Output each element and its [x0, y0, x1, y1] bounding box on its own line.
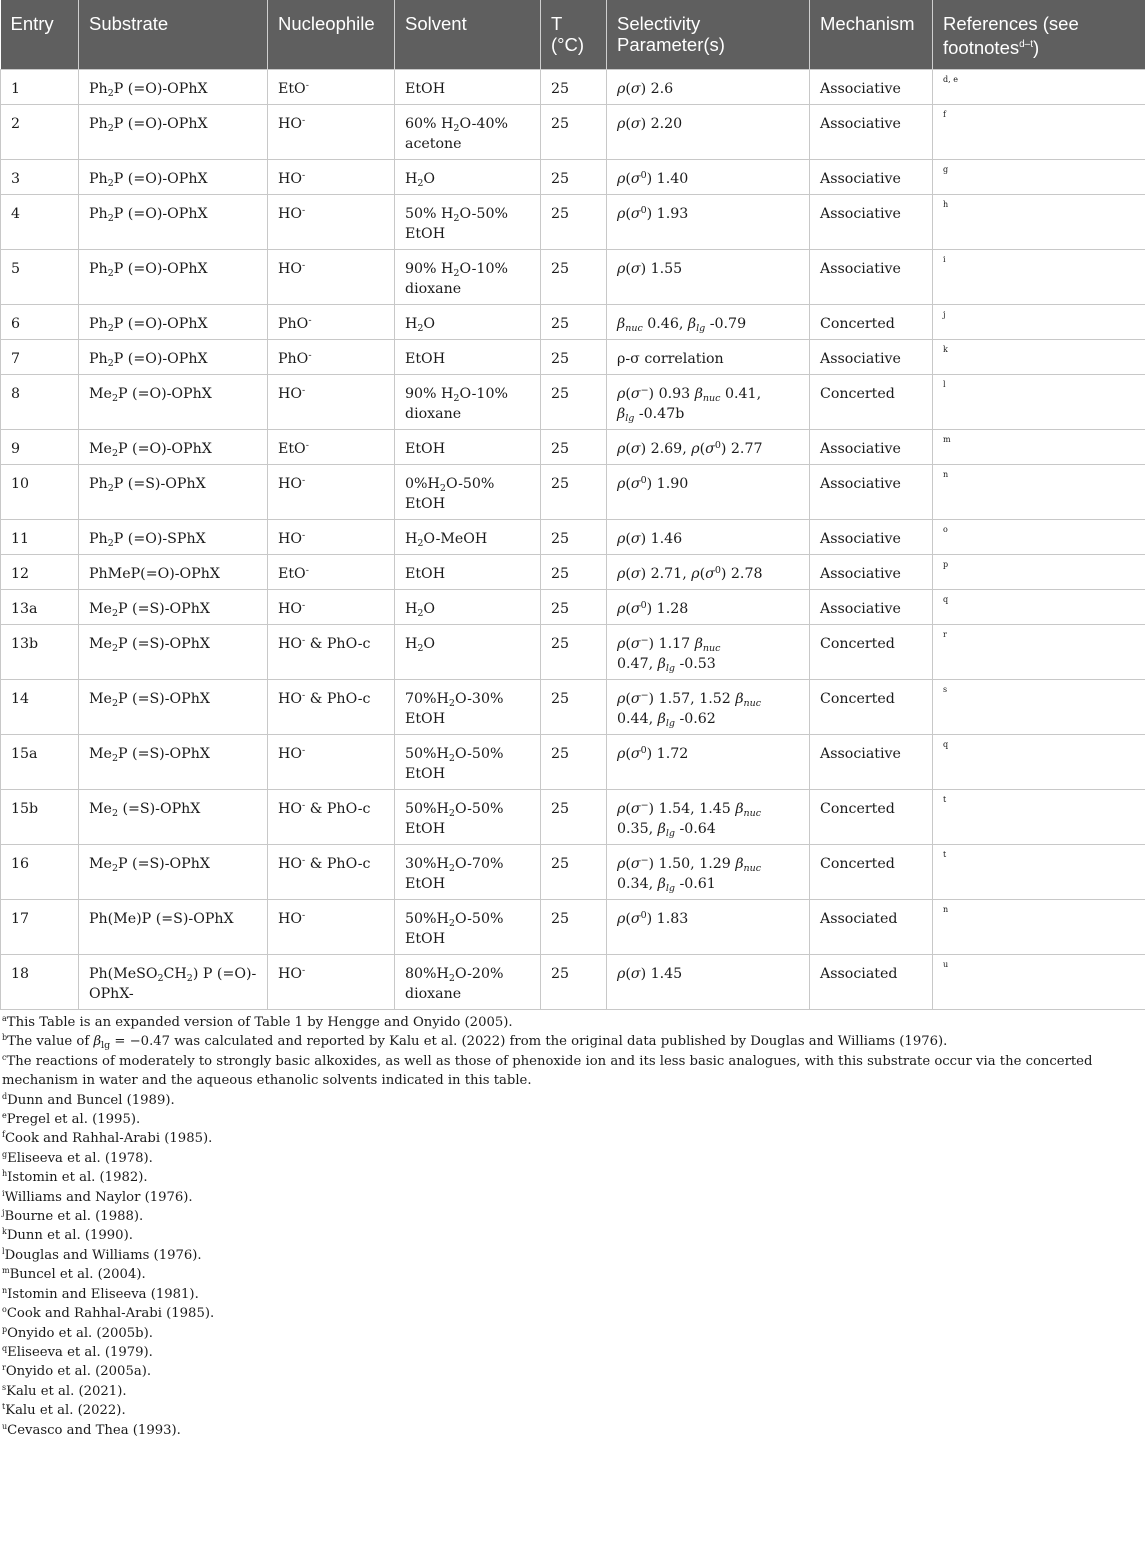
cell-selectivity: ρ(σ−) 1.50, 1.29 $\beta_{nuc}$ 0.34, $\beta_{lg}$ -0.61 [607, 845, 810, 900]
cell-nucleophile: HO- [268, 520, 395, 555]
footnote [2, 1052, 1143, 1091]
cell-selectivity: ρ(σ−) 1.17 $\beta_{nuc}$ 0.47, $\beta_{lg}$ -0.53 [607, 625, 810, 680]
footnote-mark: p [2, 1324, 8, 1334]
table-row [1, 340, 1145, 375]
table-row [1, 375, 1145, 430]
footnote [2, 1091, 1143, 1110]
table-footnotes [0, 1010, 1145, 1440]
cell-solvent: 90% $H_2O-10\%$ dioxane [395, 250, 541, 305]
footnote-mark: j [2, 1208, 5, 1218]
cell-mechanism: Associative [810, 590, 933, 625]
footnote [2, 1149, 1143, 1168]
cell-substrate: $Me_2P$ (=S)-OPhX [79, 845, 268, 900]
cell-temperature: 25 [541, 790, 607, 845]
cell-solvent: $H_2O$ [395, 625, 541, 680]
cell-nucleophile: HO- & PhO-c [268, 790, 395, 845]
cell-references: q [933, 590, 1145, 625]
cell-solvent: EtOH [395, 555, 541, 590]
cell-mechanism: Associative [810, 735, 933, 790]
cell-temperature: 25 [541, 520, 607, 555]
cell-nucleophile: HO- & PhO-c [268, 625, 395, 680]
cell-entry: 13b [1, 625, 79, 680]
cell-solvent: $0\%H_2O-50\%$ EtOH [395, 465, 541, 520]
cell-temperature: 25 [541, 340, 607, 375]
footnote-text: Onyido et al. (2005a). [5, 1364, 152, 1380]
cell-references: j [933, 305, 1145, 340]
cell-substrate: $Me_2P$ (=O)-OPhX [79, 375, 268, 430]
cell-solvent: EtOH [395, 340, 541, 375]
cell-temperature: 25 [541, 160, 607, 195]
cell-substrate: $Ph_2P$ (=O)-OPhX [79, 105, 268, 160]
cell-mechanism: Associative [810, 520, 933, 555]
cell-references: f [933, 105, 1145, 160]
cell-mechanism: Associative [810, 555, 933, 590]
cell-mechanism: Concerted [810, 625, 933, 680]
cell-substrate: PhMeP(=O)-OPhX [79, 555, 268, 590]
cell-references: o [933, 520, 1145, 555]
cell-temperature: 25 [541, 955, 607, 1010]
cell-solvent: EtOH [395, 430, 541, 465]
footnote-mark: t [2, 1402, 6, 1412]
cell-nucleophile: HO- [268, 590, 395, 625]
cell-references: n [933, 900, 1145, 955]
cell-selectivity: $\rho(\sigma^0)$ 1.83 [607, 900, 810, 955]
table-row [1, 555, 1145, 590]
cell-entry: 4 [1, 195, 79, 250]
cell-entry: 17 [1, 900, 79, 955]
cell-selectivity: $\rho(\sigma^0)$ 1.28 [607, 590, 810, 625]
cell-solvent: 90% $H_2O-10\%$ dioxane [395, 375, 541, 430]
cell-solvent: $50\%H_2O-50\%$ EtOH [395, 735, 541, 790]
table-row [1, 195, 1145, 250]
footnote [2, 1168, 1143, 1187]
cell-substrate: $Ph_2P$ (=O)-SPhX [79, 520, 268, 555]
footnote [2, 1362, 1143, 1381]
cell-temperature: 25 [541, 430, 607, 465]
table-row [1, 900, 1145, 955]
footnote-text: This Table is an expanded version of Table 1 by Hengge and Onyido (2005). [6, 1015, 513, 1030]
cell-mechanism: Associative [810, 195, 933, 250]
col-header-selectivity: Selectivity Parameter(s) [607, 0, 810, 70]
table-body [1, 70, 1145, 1010]
footnote-text: Dunn et al. (1990). [6, 1228, 133, 1244]
col-header-mechanism: Mechanism [810, 0, 933, 70]
cell-mechanism: Associative [810, 250, 933, 305]
table-row [1, 70, 1145, 105]
cell-substrate: $Ph_2P$ (=S)-OPhX [79, 465, 268, 520]
cell-substrate: $Ph_2P$ (=O)-OPhX [79, 70, 268, 105]
cell-solvent: $70\%H_2O-30\%$ EtOH [395, 680, 541, 735]
cell-selectivity: $\rho(\sigma^0)$ 1.93 [607, 195, 810, 250]
table-row [1, 430, 1145, 465]
cell-references: t [933, 845, 1145, 900]
footnote-text: Eliseeva et al. (1978). [7, 1150, 153, 1166]
footnote-mark: m [2, 1266, 10, 1276]
cell-entry: 16 [1, 845, 79, 900]
header-row [1, 0, 1145, 70]
cell-mechanism: Associative [810, 105, 933, 160]
cell-entry: 9 [1, 430, 79, 465]
cell-mechanism: Associative [810, 70, 933, 105]
table-row [1, 160, 1145, 195]
footnote-text: Istomin et al. (1982). [7, 1170, 148, 1186]
cell-mechanism: Concerted [810, 680, 933, 735]
cell-solvent: $H_2O$ [395, 160, 541, 195]
table-row [1, 625, 1145, 680]
cell-substrate: $Ph_2P$ (=O)-OPhX [79, 250, 268, 305]
cell-temperature: 25 [541, 465, 607, 520]
cell-selectivity: ρ(σ) 1.55 [607, 250, 810, 305]
table-row [1, 845, 1145, 900]
cell-nucleophile: EtO- [268, 555, 395, 590]
footnote-mark: n [2, 1285, 8, 1295]
footnote [2, 1324, 1143, 1343]
cell-entry: 10 [1, 465, 79, 520]
cell-mechanism: Concerted [810, 375, 933, 430]
footnote-text: Onyido et al. (2005b). [7, 1325, 153, 1341]
cell-temperature: 25 [541, 735, 607, 790]
cell-mechanism: Associative [810, 430, 933, 465]
cell-nucleophile: HO- [268, 465, 395, 520]
footnote-text: Dunn and Buncel (1989). [7, 1092, 175, 1108]
cell-nucleophile: HO- & PhO-c [268, 680, 395, 735]
cell-entry: 15b [1, 790, 79, 845]
cell-entry: 5 [1, 250, 79, 305]
cell-substrate: $Me_2P$ (=S)-OPhX [79, 625, 268, 680]
cell-temperature: 25 [541, 900, 607, 955]
footnote [2, 1285, 1143, 1304]
cell-references: q [933, 735, 1145, 790]
footnote-text: Istomin and Eliseeva (1981). [7, 1286, 199, 1302]
footnote [2, 1129, 1143, 1148]
cell-entry: 15a [1, 735, 79, 790]
cell-references: u [933, 955, 1145, 1010]
table-row [1, 520, 1145, 555]
cell-nucleophile: HO- [268, 375, 395, 430]
footnote [2, 1401, 1143, 1420]
cell-references: g [933, 160, 1145, 195]
cell-substrate: Ph(Me)P (=S)-OPhX [79, 900, 268, 955]
footnote-mark: g [2, 1149, 8, 1159]
footnote-mark: q [2, 1343, 8, 1353]
cell-entry: 18 [1, 955, 79, 1010]
cell-entry: 1 [1, 70, 79, 105]
cell-nucleophile: PhO- [268, 340, 395, 375]
cell-selectivity: ρ-σ correlation [607, 340, 810, 375]
cell-nucleophile: HO- & PhO-c [268, 845, 395, 900]
footnote-mark: i [2, 1188, 5, 1198]
cell-selectivity: ρ(σ−) 1.54, 1.45 $\beta_{nuc}$ 0.35, $\beta_{lg}$ -0.64 [607, 790, 810, 845]
footnote [2, 1265, 1143, 1284]
cell-mechanism: Associative [810, 465, 933, 520]
col-header-references: References (see footnotes$^{d-t}$) [933, 0, 1145, 70]
footnote-mark: h [2, 1169, 8, 1179]
cell-solvent: 60% $H_2O-40\%$ acetone [395, 105, 541, 160]
cell-selectivity: ρ(σ) 2.69, $\rho(\sigma^0)$ 2.77 [607, 430, 810, 465]
col-header-temperature: T (°C) [541, 0, 607, 70]
cell-entry: 3 [1, 160, 79, 195]
cell-nucleophile: PhO- [268, 305, 395, 340]
footnote-mark: b [2, 1033, 8, 1043]
cell-selectivity: ρ(σ−) 1.57, 1.52 $\beta_{nuc}$ 0.44, $\beta_{lg}$ -0.62 [607, 680, 810, 735]
cell-temperature: 25 [541, 680, 607, 735]
cell-temperature: 25 [541, 625, 607, 680]
footnote [2, 1343, 1143, 1362]
footnote-mark: e [2, 1111, 7, 1121]
footnote-text: The value of $\beta_{lg} = -0.47$ was calculated and reported by Kalu et al. (2022) from the original data published by Douglas and Williams (1976). [7, 1034, 948, 1052]
cell-references: s [933, 680, 1145, 735]
cell-substrate: $Me_2P$ (=S)-OPhX [79, 590, 268, 625]
cell-temperature: 25 [541, 105, 607, 160]
cell-substrate: $Ph(MeSO_2CH_2)$ P (=O)- OPhX- [79, 955, 268, 1010]
cell-entry: 14 [1, 680, 79, 735]
footnote-mark: l [2, 1246, 5, 1256]
cell-nucleophile: HO- [268, 160, 395, 195]
cell-nucleophile: HO- [268, 735, 395, 790]
footnote-text: Pregel et al. (1995). [6, 1112, 141, 1128]
cell-selectivity: ρ(σ) 2.6 [607, 70, 810, 105]
cell-temperature: 25 [541, 70, 607, 105]
footnote-mark: r [2, 1363, 6, 1373]
col-header-nucleophile: Nucleophile [268, 0, 395, 70]
cell-entry: 8 [1, 375, 79, 430]
cell-temperature: 25 [541, 250, 607, 305]
cell-selectivity: $\rho(\sigma^0)$ 1.90 [607, 465, 810, 520]
cell-nucleophile: EtO- [268, 430, 395, 465]
footnote-mark: f [2, 1130, 5, 1140]
cell-references: r [933, 625, 1145, 680]
cell-selectivity: ρ(σ) 2.71, $\rho(\sigma^0)$ 2.78 [607, 555, 810, 590]
cell-temperature: 25 [541, 195, 607, 250]
cell-substrate: $Me_2P$ (=S)-OPhX [79, 735, 268, 790]
footnote [2, 1110, 1143, 1129]
cell-temperature: 25 [541, 845, 607, 900]
table-row [1, 465, 1145, 520]
footnote-mark: k [2, 1227, 7, 1237]
cell-selectivity: ρ(σ−) 0.93 $\beta_{nuc}$ 0.41, $\beta_{lg}$ -0.47b [607, 375, 810, 430]
cell-solvent: $H_2O$ [395, 305, 541, 340]
cell-entry: 13a [1, 590, 79, 625]
cell-mechanism: Associative [810, 340, 933, 375]
cell-mechanism: Concerted [810, 790, 933, 845]
cell-substrate: $Ph_2P$ (=O)-OPhX [79, 160, 268, 195]
cell-references: m [933, 430, 1145, 465]
footnote-text: Cook and Rahhal-Arabi (1985). [4, 1131, 213, 1147]
footnote-mark: c [2, 1052, 7, 1062]
cell-selectivity: $\rho(\sigma^0)$ 1.40 [607, 160, 810, 195]
cell-mechanism: Associative [810, 160, 933, 195]
table-row [1, 955, 1145, 1010]
footnote [2, 1226, 1143, 1245]
cell-references: h [933, 195, 1145, 250]
footnote [2, 1188, 1143, 1207]
table-row [1, 735, 1145, 790]
footnote-mark: u [2, 1421, 8, 1431]
cell-solvent: $30\%H_2O-70\%$ EtOH [395, 845, 541, 900]
cell-nucleophile: EtO- [268, 70, 395, 105]
footnote-text: Kalu et al. (2021). [6, 1383, 127, 1399]
cell-substrate: $Me_2P$ (=O)-OPhX [79, 430, 268, 465]
footnote [2, 1304, 1143, 1323]
cell-substrate: $Ph_2P$ (=O)-OPhX [79, 340, 268, 375]
footnote [2, 1032, 1143, 1051]
footnote-text: Kalu et al. (2022). [5, 1403, 126, 1419]
cell-selectivity: $\beta_{nuc}$ 0.46, $\beta_{lg}$ -0.79 [607, 305, 810, 340]
col-header-solvent: Solvent [395, 0, 541, 70]
cell-mechanism: Associated [810, 955, 933, 1010]
footnote-text: Eliseeva et al. (1979). [7, 1344, 153, 1360]
cell-solvent: $H_2O$-MeOH [395, 520, 541, 555]
cell-temperature: 25 [541, 590, 607, 625]
cell-entry: 7 [1, 340, 79, 375]
footnote [2, 1246, 1143, 1265]
cell-solvent: $50\%H_2O-50\%$ EtOH [395, 900, 541, 955]
footnote-text: Douglas and Williams (1976). [4, 1247, 202, 1263]
cell-nucleophile: HO- [268, 250, 395, 305]
cell-selectivity: ρ(σ) 2.20 [607, 105, 810, 160]
cell-references: i [933, 250, 1145, 305]
cell-temperature: 25 [541, 555, 607, 590]
footnote-text: Cevasco and Thea (1993). [7, 1422, 181, 1438]
cell-temperature: 25 [541, 305, 607, 340]
cell-references: n [933, 465, 1145, 520]
footnote [2, 1207, 1143, 1226]
table-row [1, 105, 1145, 160]
footnote-text: The reactions of moderately to strongly basic alkoxides, as well as those of phenoxide ion and its less basic analogues, with this substrate occur via the concerted mechanism in water and the aqueous ethanolic solvents indicated in this table. [2, 1053, 1093, 1089]
cell-mechanism: Associated [810, 900, 933, 955]
cell-nucleophile: HO- [268, 195, 395, 250]
cell-substrate: $Ph_2P$ (=O)-OPhX [79, 195, 268, 250]
footnote-text: Williams and Naylor (1976). [4, 1189, 193, 1205]
cell-nucleophile: HO- [268, 955, 395, 1010]
footnote-text: Cook and Rahhal-Arabi (1985). [6, 1306, 215, 1322]
table-row [1, 305, 1145, 340]
col-header-substrate: Substrate [79, 0, 268, 70]
cell-temperature: 25 [541, 375, 607, 430]
footnote [2, 1382, 1143, 1401]
cell-substrate: $Me_2$ (=S)-OPhX [79, 790, 268, 845]
cell-entry: 6 [1, 305, 79, 340]
cell-nucleophile: HO- [268, 105, 395, 160]
cell-solvent: $H_2O$ [395, 590, 541, 625]
cell-solvent: $50\%H_2O-50\%$ EtOH [395, 790, 541, 845]
footnote-mark: a [2, 1014, 7, 1023]
cell-entry: 11 [1, 520, 79, 555]
cell-references: p [933, 555, 1145, 590]
table-row [1, 680, 1145, 735]
cell-mechanism: Concerted [810, 845, 933, 900]
cell-solvent: $80\%H_2O-20\%$ dioxane [395, 955, 541, 1010]
cell-solvent: 50% $H_2O-50\%$ EtOH [395, 195, 541, 250]
cell-mechanism: Concerted [810, 305, 933, 340]
table-row [1, 590, 1145, 625]
cell-entry: 12 [1, 555, 79, 590]
cell-selectivity: ρ(σ) 1.46 [607, 520, 810, 555]
footnote [2, 1421, 1143, 1440]
cell-references: l [933, 375, 1145, 430]
footnote-mark: d [2, 1091, 8, 1101]
footnote-mark: s [2, 1382, 7, 1392]
table-row [1, 250, 1145, 305]
cell-entry: 2 [1, 105, 79, 160]
cell-references: d, e [933, 70, 1145, 105]
footnote-mark: o [2, 1305, 7, 1315]
table-row [1, 790, 1145, 845]
col-header-entry: Entry [1, 0, 79, 70]
cell-nucleophile: HO- [268, 900, 395, 955]
cell-references: t [933, 790, 1145, 845]
footnote [2, 1013, 1143, 1032]
cell-solvent: EtOH [395, 70, 541, 105]
cell-selectivity: ρ(σ) 1.45 [607, 955, 810, 1010]
footnote-text: Buncel et al. (2004). [9, 1267, 146, 1283]
cell-references: k [933, 340, 1145, 375]
footnote-text: Bourne et al. (1988). [4, 1209, 144, 1225]
cell-substrate: $Me_2P$ (=S)-OPhX [79, 680, 268, 735]
cell-substrate: $Ph_2P$ (=O)-OPhX [79, 305, 268, 340]
cell-selectivity: $\rho(\sigma^0)$ 1.72 [607, 735, 810, 790]
